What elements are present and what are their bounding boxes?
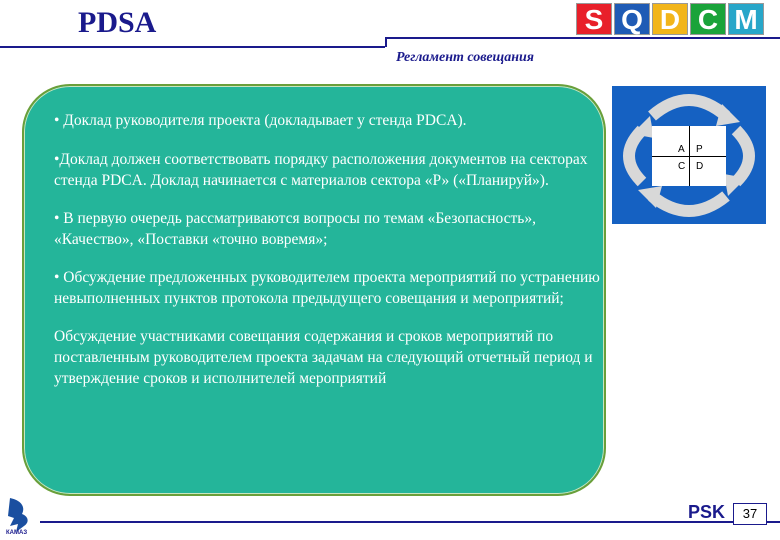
brand-psk: PSK (688, 502, 726, 522)
pdca-p: P (696, 144, 703, 155)
sqdcm-s: S (576, 3, 612, 35)
content-panel (22, 84, 606, 496)
sqdcm-c: C (690, 3, 726, 35)
page-number: 37 (733, 503, 767, 525)
paragraph-4: • Обсуждение предложенных руководителем проекта мероприятий по устранению невыполненных пунктов протокола предыдущего совещания и мероприятий; (54, 269, 600, 307)
pdca-grid-vline (689, 126, 690, 186)
page-title: PDSA (78, 6, 157, 39)
paragraph-5: Обсуждение участниками совещания содержания и сроков мероприятий по поставленным руководителем проекта задачам на следующий отчетный период и утверждение сроков и исполнителей мероприятий (54, 328, 593, 387)
paragraph-3: • В первую очередь рассматриваются вопросы по темам «Безопасность», «Качество», «Поставки «точно вовремя»; (54, 210, 536, 248)
header-divider (0, 46, 385, 48)
page-subtitle: Регламент совещания (396, 50, 534, 65)
pdca-c: C (678, 161, 686, 172)
footer-divider (40, 521, 780, 523)
sqdcm-d: D (652, 3, 688, 35)
paragraph-2: •Доклад должен соответствовать порядку расположения документов на секторах стенда PDCA. Доклад начинается с материалов сектора «Р» («Планируй»). (54, 151, 588, 189)
sqdcm-logo (576, 3, 764, 35)
content-text (54, 110, 604, 406)
sqdcm-m: M (728, 3, 764, 35)
pdca-cycle-diagram (612, 86, 766, 224)
pdca-d: D (696, 161, 704, 172)
sqdcm-q: Q (614, 3, 650, 35)
logo-text: КАМАЗ (6, 530, 28, 536)
header-divider-step (385, 38, 387, 47)
pdca-a: A (678, 144, 685, 155)
paragraph-1: • Доклад руководителя проекта (докладывает у стенда PDCA). (54, 112, 467, 129)
header-divider-right (385, 37, 780, 39)
